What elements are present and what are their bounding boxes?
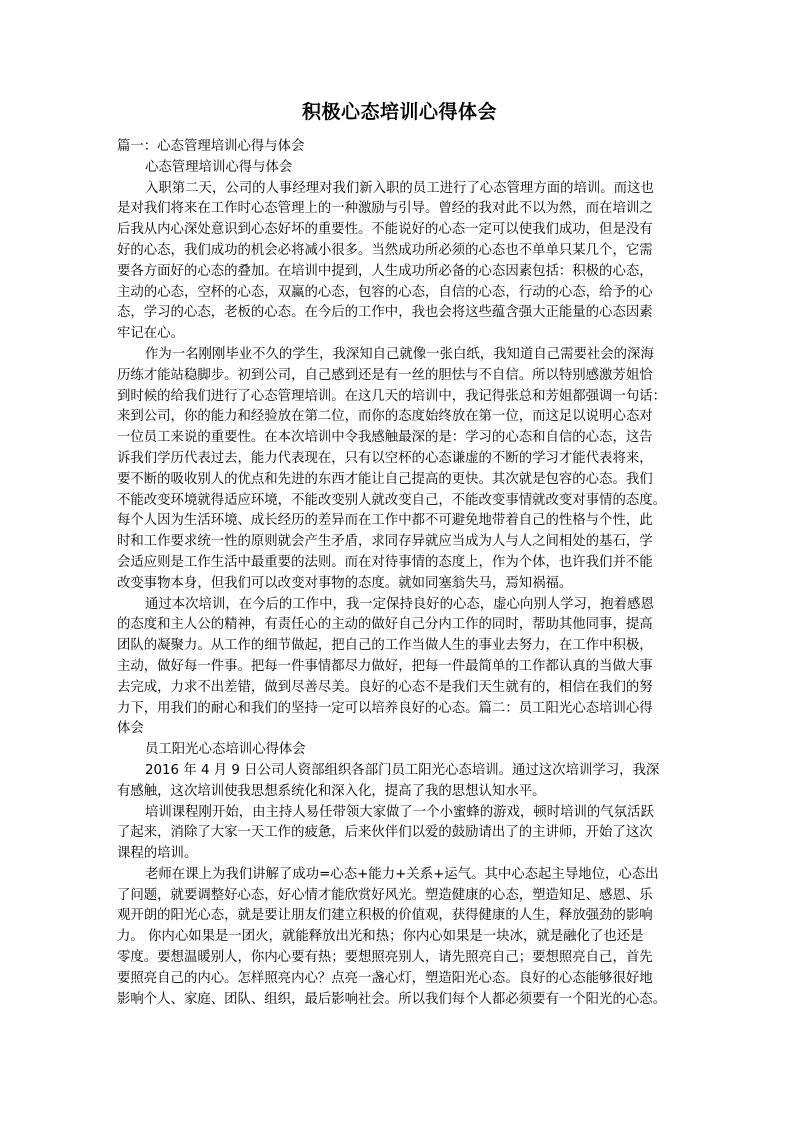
section-heading: 篇一：心态管理培训心得与体会 bbox=[117, 139, 305, 154]
text-line: 要各方面好的心态的叠加。在培训中提到，人生成功所必备的心态因素包括：积极的心态， bbox=[117, 263, 653, 279]
text-line: 后我从内心深处意识到心态好坏的重要性。不能说好的心态一定可以使我们成功，但是没有 bbox=[117, 222, 653, 238]
text-line: 诉我们学历代表过去，能力代表现在，只有以空杯的心态谦虚的不断的学习才能代表将来， bbox=[117, 450, 653, 466]
text-line: 培训课程刚开始，由主持人易任带领大家做了一个小蜜蜂的游戏，顿时培训的气氛活跃 bbox=[145, 804, 654, 820]
text-line: 的态度和主人公的精神，有责任心的主动的做好自己分内工作的同时，帮助其他同事，提高 bbox=[117, 617, 653, 633]
text-line: 零度。要想温暖别人，你内心要有热；要想照亮别人，请先照亮自己；要想照亮自己，首先 bbox=[117, 950, 653, 966]
text-line: 老师在课上为我们讲解了成功=心态+能力+关系+运气。其中心态起主导地位，心态出 bbox=[145, 866, 659, 882]
text-line: 不能改变环境就得适应环境，不能改变别人就改变自己，不能改变事情就改变对事情的态度。 bbox=[117, 492, 667, 508]
text-line: 课程的培训。 bbox=[117, 846, 198, 862]
text-line: 到时候的给我们进行了心态管理培训。在这几天的培训中，我记得张总和芳姐都强调一句话： bbox=[117, 388, 667, 404]
text-line: 有感触，这次培训使我思想系统化和深入化，提高了我的思想认知水平。 bbox=[117, 783, 546, 799]
text-line: 一位员工来说的重要性。在本次培训中令我感触最深的是：学习的心态和自信的心态，这告 bbox=[117, 430, 653, 446]
article-title: 员工阳光心态培训心得体会 bbox=[145, 742, 306, 758]
text-line: 时和工作要求统一性的原则就会产生矛盾，求同存异就应当成为人与人之间相处的基石，学 bbox=[117, 534, 653, 550]
text-line: 了起来，消除了大家一天工作的疲惫，后来伙伴们以爱的鼓励请出了的主讲师，开始了这次 bbox=[117, 825, 653, 841]
document-body bbox=[117, 137, 682, 1010]
text-line: 主动的心态，空杯的心态，双赢的心态，包容的心态，自信的心态，行动的心态，给予的心 bbox=[117, 284, 653, 300]
text-line: 入职第二天，公司的人事经理对我们新入职的员工进行了心态管理方面的培训。而这也 bbox=[145, 180, 654, 196]
text-line: 每个人因为生活环境、成长经历的差异而在工作中都不可避免地带着自己的性格与个性，此 bbox=[117, 513, 653, 529]
text-line: 了问题，就要调整好心态，好心情才能欣赏好风光。塑造健康的心态，塑造知足、感恩、乐 bbox=[117, 887, 653, 903]
text-line: 来到公司，你的能力和经验放在第二位，而你的态度始终放在第一位，而这足以说明心态对 bbox=[117, 409, 653, 425]
article-title: 心态管理培训心得与体会 bbox=[145, 159, 293, 175]
text-line: 改变事物本身，但我们可以改变对事物的态度。就如同塞翁失马，焉知祸福。 bbox=[117, 575, 573, 591]
text-line: 2016 年 4 月 9 日公司人资部组织各部门员工阳光心态培训。通过这次培训学习，我深 bbox=[145, 762, 660, 778]
text-line: 团队的凝聚力。从工作的细节做起，把自己的工作当做人生的事业去努力，在工作中积极， bbox=[117, 638, 653, 654]
document-title: 积极心态培训心得体会 bbox=[301, 101, 497, 123]
text-line: 去完成，力求不出差错，做到尽善尽美。良好的心态不是我们天生就有的，相信在我们的努 bbox=[117, 679, 653, 695]
text-line: 主动，做好每一件事。把每一件事情都尽力做好，把每一件最简单的工作都认真的当做大事 bbox=[117, 658, 653, 674]
text-line: 态，学习的心态，老板的心态。在今后的工作中，我也会将这些蕴含强大正能量的心态因素 bbox=[117, 305, 653, 321]
text-line: 影响个人、家庭、团队、组织，最后影响社会。所以我们每个人都必须要有一个阳光的心态。 bbox=[117, 991, 667, 1007]
text-line: 是对我们将来在工作时心态管理上的一种激励与引导。曾经的我对此不以为然，而在培训之 bbox=[117, 201, 653, 217]
document-page bbox=[117, 98, 682, 1010]
text-line: 通过本次培训，在今后的工作中，我一定保持良好的心态，虚心向别人学习，抱着感恩 bbox=[145, 596, 654, 612]
text-line: 牢记在心。 bbox=[117, 326, 184, 342]
text-line: 要不断的吸收别人的优点和先进的东西才能让自己提高的更快。其次就是包容的心态。我们 bbox=[117, 471, 653, 487]
text-line: 力。 你内心如果是一团火，就能释放出光和热；你内心如果是一块冰，就是融化了也还是 bbox=[117, 929, 644, 945]
text-line: 力下，用我们的耐心和我们的坚持一定可以培养良好的心态。篇二：员工阳光心态培训心得 bbox=[117, 700, 653, 716]
text-line: 观开朗的阳光心态，就是要让朋友们建立积极的价值观，获得健康的人生，释放强劲的影响 bbox=[117, 908, 653, 924]
text-line: 历练才能站稳脚步。初到公司，自己感到还是有一丝的胆怯与不自信。所以特别感激芳姐恰 bbox=[117, 367, 653, 383]
text-line: 体会 bbox=[117, 721, 144, 737]
text-line: 作为一名刚刚毕业不久的学生，我深知自己就像一张白纸，我知道自己需要社会的深海 bbox=[145, 346, 654, 362]
text-line: 要照亮自己的内心。怎样照亮内心？点亮一盏心灯，塑造阳光心态。良好的心态能够很好地 bbox=[117, 970, 653, 986]
text-line: 会适应则是工作生活中最重要的法则。而在对待事情的态度上，作为个体，也许我们并不能 bbox=[117, 554, 653, 570]
text-line: 好的心态，我们成功的机会必将减小很多。当然成功所必须的心态也不单单只某几个，它需 bbox=[117, 242, 653, 258]
